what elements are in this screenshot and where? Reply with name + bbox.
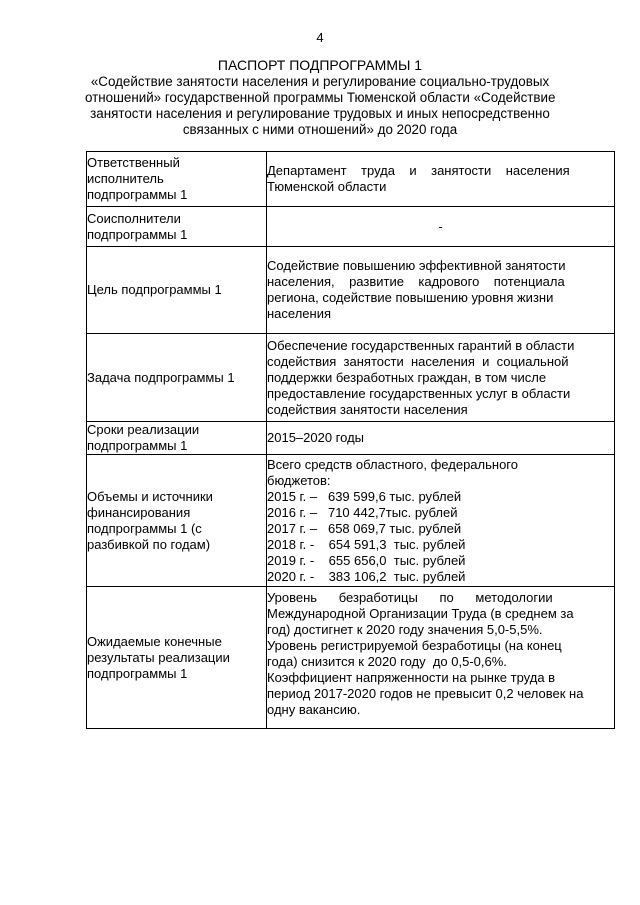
value-line: Тюменской области <box>267 179 387 194</box>
label-responsible <box>87 152 267 207</box>
row-responsible <box>87 152 615 207</box>
label-line: финансирования <box>87 504 191 520</box>
value-line: содействия занятости населения и социальной <box>267 353 569 369</box>
value-line: Уровень регистрируемой безработицы (на конец <box>267 638 562 653</box>
value-task <box>267 334 615 422</box>
label-line: результаты реализации <box>87 649 230 665</box>
value-line: Международной Организации Труда (в среднем за <box>267 606 574 621</box>
label-line: Сроки реализации <box>87 422 200 437</box>
subtitle-line: «Содействие занятости населения и регулирование социально-трудовых <box>90 74 550 89</box>
row-goal <box>87 247 615 334</box>
financing-year-row: 2019 г. - 655 656,0 тыс. рублей <box>267 552 466 568</box>
passport-title: ПАСПОРТ ПОДПРОГРАММЫ 1 <box>217 57 423 73</box>
value-line: населения, развитие кадрового потенциала <box>267 274 565 289</box>
label-line: подпрограммы 1 <box>87 226 188 242</box>
value-line: Коэффициент напряженности на рынке труда в <box>267 670 556 685</box>
value-line: населения <box>267 306 332 321</box>
financing-year-row: 2018 г. - 654 591,3 тыс. рублей <box>267 536 466 552</box>
subtitle-line: отношений» государственной программы Тюменской области «Содействие <box>85 90 556 105</box>
subtitle-line: занятости населения и регулирование трудовых и иных непосредственно <box>90 106 550 121</box>
subtitle-line: связанных с ними отношений» до 2020 года <box>182 122 458 137</box>
value-line: бюджетов: <box>267 472 331 488</box>
label-line: Ожидаемые конечные <box>87 633 222 649</box>
row-terms <box>87 422 615 455</box>
label-line: разбивкой по годам) <box>87 536 211 552</box>
document-title-block <box>85 57 555 138</box>
label-line: подпрограммы 1 <box>87 187 188 202</box>
row-task <box>87 334 615 422</box>
value-line: Всего средств областного, федерального <box>267 456 518 472</box>
value-results <box>267 587 615 729</box>
value-line: поддержки безработных граждан, в том числе <box>267 369 547 385</box>
value-line: региона, содействие повышению уровня жизни <box>267 290 554 305</box>
financing-year-row: 2016 г. – 710 442,7тыс. рублей <box>267 504 458 520</box>
label-task: Задача подпрограммы 1 <box>87 334 267 422</box>
row-financing <box>87 455 615 587</box>
label-line: подпрограммы 1 <box>87 665 188 681</box>
value-coexecutors: - <box>267 207 615 247</box>
passport-table <box>86 151 615 729</box>
value-line: предоставление государственных услуг в области <box>267 385 571 401</box>
value-goal <box>267 247 615 334</box>
financing-year-row: 2020 г. - 383 106,2 тыс. рублей <box>267 568 466 584</box>
value-line: период 2017-2020 годов не превысит 0,2 человек на <box>267 686 584 701</box>
row-coexecutors <box>87 207 615 247</box>
financing-year-row: 2015 г. – 639 599,6 тыс. рублей <box>267 488 462 504</box>
financing-year-row: 2017 г. – 658 069,7 тыс. рублей <box>267 520 462 536</box>
value-financing <box>267 455 615 587</box>
label-line: исполнитель <box>87 171 164 186</box>
label-line: подпрограммы 1 <box>87 438 188 453</box>
label-financing <box>87 455 267 587</box>
value-line: Уровень безработицы по методологии <box>267 590 553 605</box>
label-line: Соисполнители <box>87 210 181 226</box>
value-terms: 2015–2020 годы <box>267 422 615 455</box>
label-line: Ответственный <box>87 155 180 170</box>
value-line: одну вакансию. <box>267 702 361 717</box>
label-results <box>87 587 267 729</box>
value-line: Содействие повышению эффективной занятости <box>267 258 566 273</box>
label-line: Объемы и источники <box>87 488 213 504</box>
row-results <box>87 587 615 729</box>
label-terms <box>87 422 267 455</box>
label-line: подпрограммы 1 (с <box>87 520 202 536</box>
page-number: 4 <box>316 30 324 45</box>
value-line: Обеспечение государственных гарантий в области <box>267 337 575 353</box>
value-line: год) достигнет к 2020 году значения 5,0-5,5%. <box>267 622 543 637</box>
value-responsible <box>267 152 615 207</box>
value-line: года) снизится к 2020 году до 0,5-0,6%. <box>267 654 507 669</box>
value-line: содействия занятости населения <box>267 401 468 417</box>
label-goal: Цель подпрограммы 1 <box>87 247 267 334</box>
value-line: Департамент труда и занятости населения <box>267 163 570 178</box>
label-coexecutors <box>87 207 267 247</box>
